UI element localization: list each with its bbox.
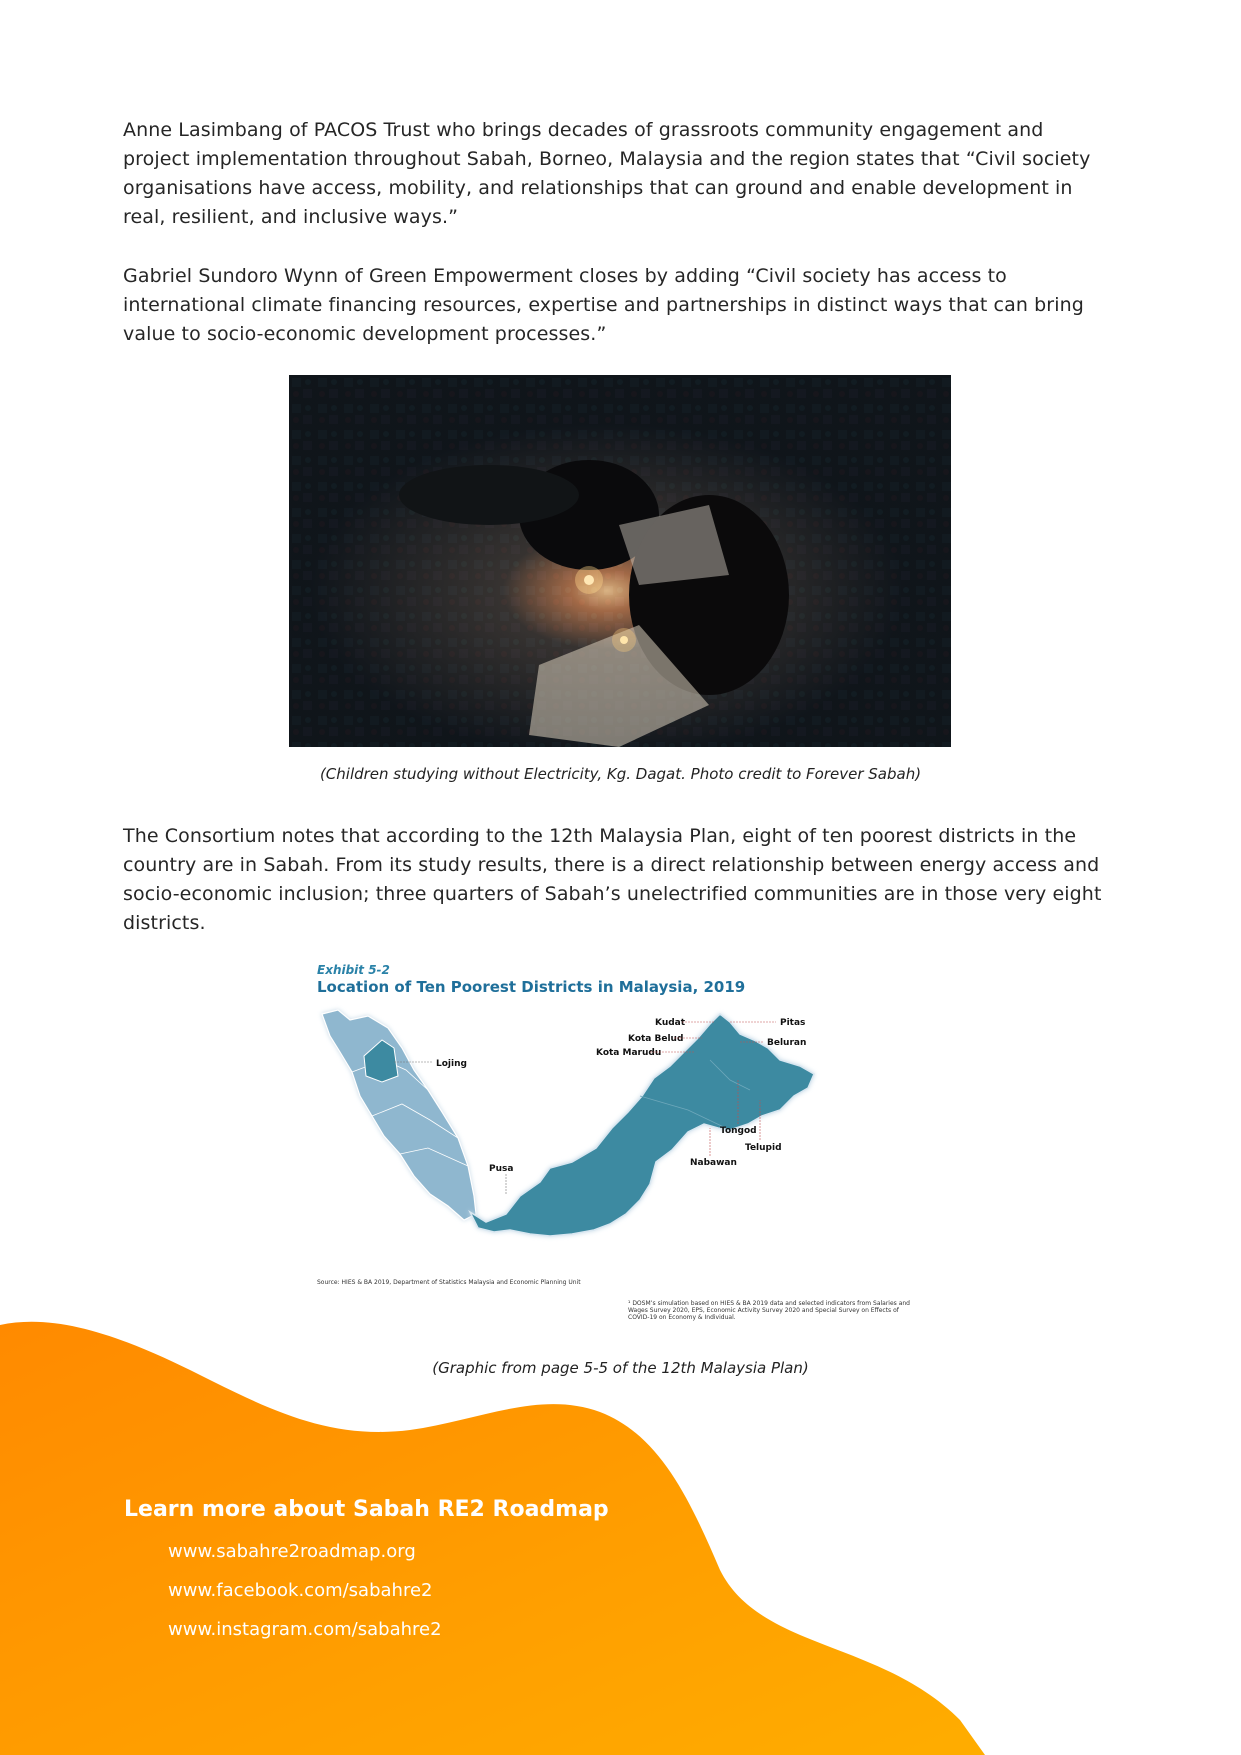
photo-children-studying [289, 375, 951, 747]
exhibit-source: Source: HIES & BA 2019, Department of Statistics Malaysia and Economic Planning Unit [317, 1279, 581, 1286]
label-lojing: Lojing [436, 1059, 467, 1069]
orange-wave-background [0, 1320, 1241, 1755]
website-link[interactable]: www.sabahre2roadmap.org [168, 1541, 416, 1562]
label-pitas: Pitas [780, 1018, 806, 1028]
photo-caption: (Children studying without Electricity, Kg. Dagat. Photo credit to Forever Sabah) [319, 765, 922, 783]
label-kudat: Kudat [655, 1018, 686, 1028]
facebook-link[interactable]: www.facebook.com/sabahre2 [168, 1580, 433, 1601]
exhibit-footnote: ¹ DOSM’s simulation based on HIES & BA 2019 data and selected indicators from Salaries and Wages Survey 2020, EPS, Economic Activity Survey 2020 and Special Survey on Effects of COVID-19 on Economy & Individual. [628, 1300, 910, 1321]
paragraph-wynn-quote: Gabriel Sundoro Wynn of Green Empowerment closes by adding “Civil society has access to international climate financing resources, expertise and partnerships in distinct ways that can bring value to socio-economic development processes.” [123, 265, 1084, 345]
label-telupid: Telupid [745, 1143, 782, 1153]
label-tongod: Tongod [720, 1126, 757, 1136]
label-nabawan: Nabawan [690, 1158, 737, 1168]
label-beluran: Beluran [767, 1038, 807, 1048]
peninsular-malaysia-shape [322, 1010, 476, 1220]
paragraph-lasimbang-quote: Anne Lasimbang of PACOS Trust who brings decades of grassroots community engagement and project implementation throughout Sabah, Borneo, Malaysia and the region states that “Civil society organisations have access, mobility, and relationships that can ground and enable development in real, resilient, and inclusive ways.” [123, 119, 1091, 228]
paragraph-consortium-notes: The Consortium notes that according to the 12th Malaysia Plan, eight of ten poorest districts in the country are in Sabah. From its study results, there is a direct relationship between energy access and socio-economic inclusion; three quarters of Sabah’s unelectrified communities are in those very eight districts. [123, 825, 1102, 934]
label-pusa: Pusa [489, 1164, 514, 1174]
label-kota-belud: Kota Belud [628, 1034, 684, 1044]
exhibit-title: Location of Ten Poorest Districts in Malaysia, 2019 [317, 978, 746, 996]
graphic-caption: (Graphic from page 5-5 of the 12th Malaysia Plan) [432, 1359, 809, 1377]
label-kota-marudu: Kota Marudu [596, 1048, 662, 1058]
malaysia-poorest-districts-map [310, 1000, 930, 1275]
footer-title: Learn more about Sabah RE2 Roadmap [124, 1497, 609, 1522]
instagram-link[interactable]: www.instagram.com/sabahre2 [168, 1619, 442, 1640]
exhibit-label: Exhibit 5-2 [317, 963, 390, 977]
